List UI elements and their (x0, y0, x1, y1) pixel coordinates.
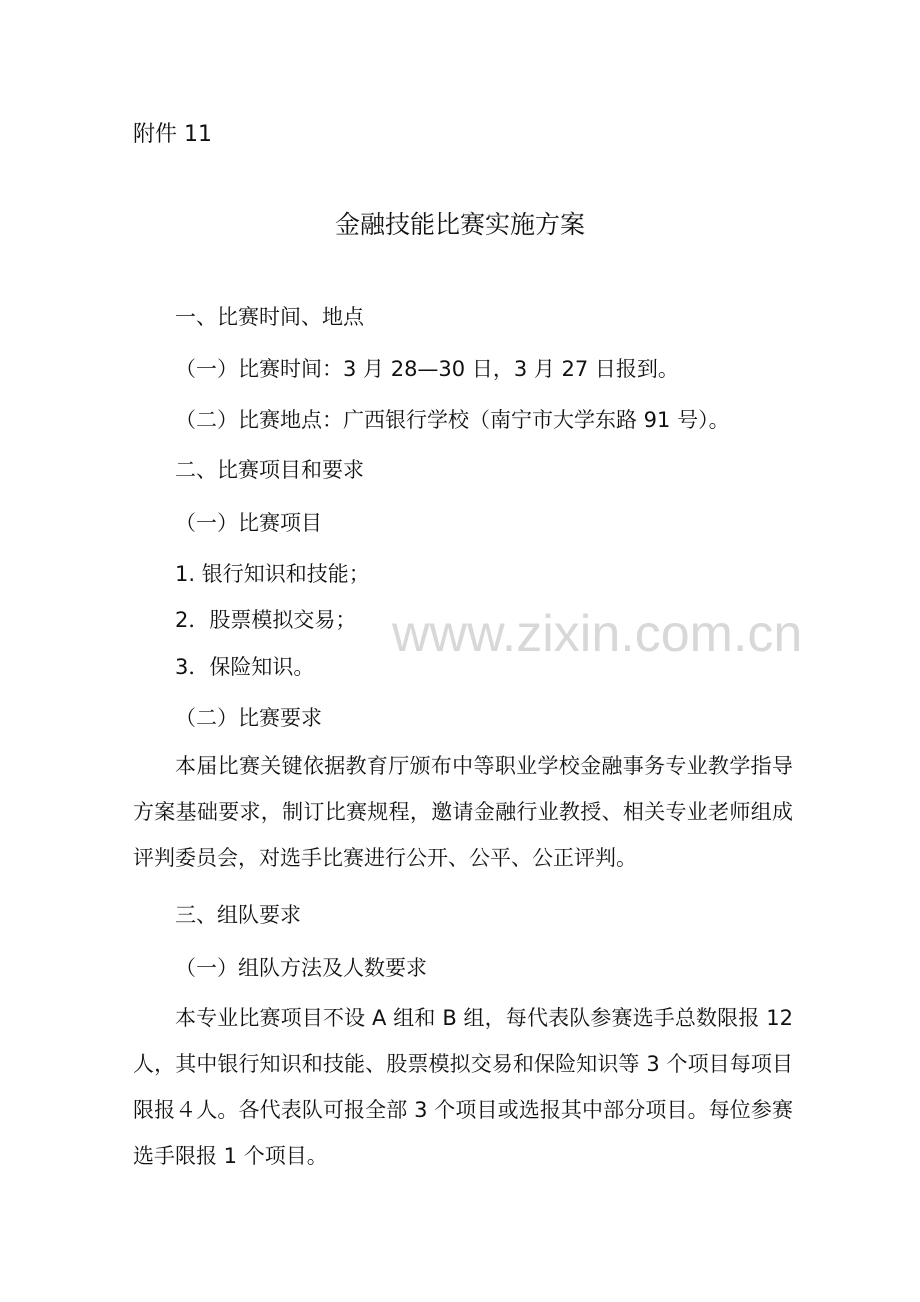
list-item-insurance: 3．保险知识。 (175, 655, 315, 679)
section-1-heading: 一、比赛时间、地点 (175, 305, 364, 329)
section-3-subheading: （一）组队方法及人数要求 (175, 956, 427, 980)
section-1-time: （一）比赛时间：3 月 28—30 日，3 月 27 日报到。 (175, 357, 679, 381)
list-item-banking: 1. 银行知识和技能； (175, 562, 370, 586)
document-title: 金融技能比赛实施方案 (334, 210, 585, 239)
section-2-heading: 二、比赛项目和要求 (175, 458, 364, 482)
section-3-heading: 三、组队要求 (175, 903, 301, 927)
section-2-subheading-requirements: （二）比赛要求 (175, 706, 322, 730)
section-2-subheading-items: （一）比赛项目 (175, 511, 322, 535)
section-1-location: （二）比赛地点：广西银行学校（南宁市大学东路 91 号）。 (175, 408, 730, 432)
section-3-paragraph: 本专业比赛项目不设 A 组和 B 组，每代表队参赛选手总数限报 12 人，其中银行知识和技能、股票模拟交易和保险知识等 3 个项目每项目限报４人。各代表队可报全部 3 个项目或选报其中部分项目。每位参赛选手限报 1 个项目。 (133, 1006, 793, 1168)
attachment-label: 附件 11 (133, 122, 212, 147)
watermark: www.zixin.com.cn (392, 605, 803, 663)
section-2-paragraph: 本届比赛关键依据教育厅颁布中等职业学校金融事务专业教学指导方案基础要求，制订比赛规程，邀请金融行业教授、相关专业老师组成评判委员会，对选手比赛进行公开、公平、公正评判。 (133, 754, 793, 870)
list-item-stocks: 2．股票模拟交易； (175, 608, 357, 632)
